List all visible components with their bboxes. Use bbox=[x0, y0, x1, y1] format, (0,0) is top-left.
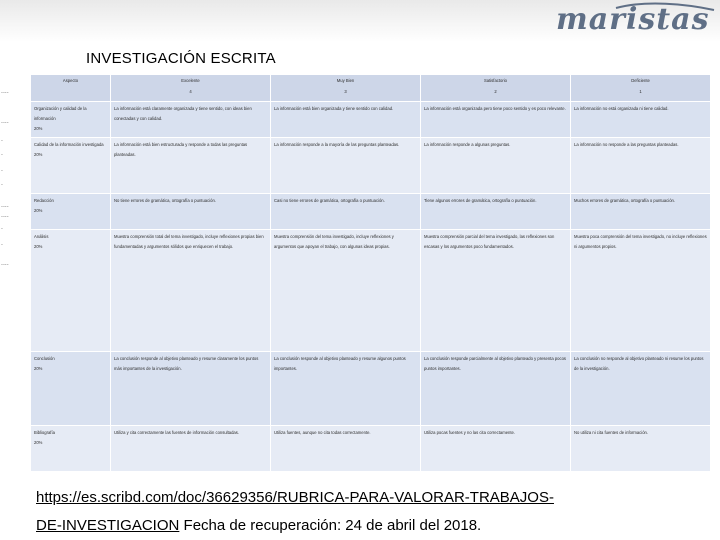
retrieval-date: Fecha de recuperación: 24 de abril del 2018. bbox=[179, 517, 482, 534]
table-row bbox=[31, 230, 711, 352]
source-link-part2: DE-INVESTIGACION bbox=[36, 517, 180, 534]
aspect-cell: Calidad de la información investigada 20% bbox=[31, 138, 111, 194]
table-cell: Utiliza fuentes, aunque no cita todas correctamente. bbox=[271, 426, 421, 472]
rubric-table bbox=[30, 74, 711, 472]
column-header: Muy Bien 3 bbox=[271, 75, 421, 102]
table-cell: Muestra poca comprensión del tema investigado, no incluye reflexiones ni argumentos propios. bbox=[571, 230, 711, 352]
table-cell: La información responde a la mayoría de las preguntas planteadas. bbox=[271, 138, 421, 194]
table-cell: La información no responde a las preguntas planteadas. bbox=[571, 138, 711, 194]
table-cell: Muestra comprensión total del tema investigado, incluye reflexiones propias bien fundamentadas y argumentos sólidos que enriquecen el trabajo. bbox=[111, 230, 271, 352]
table-cell: No tiene errores de gramática, ortografía o puntuación. bbox=[111, 194, 271, 230]
maristas-logo bbox=[556, 2, 716, 42]
table-row bbox=[31, 102, 711, 138]
page-title: INVESTIGACIÓN ESCRITA bbox=[86, 50, 276, 67]
aspect-cell: Conclusión 20% bbox=[31, 352, 111, 426]
table-cell: La conclusión responde al objetivo planteado y resume claramente los puntos más importantes de la investigación. bbox=[111, 352, 271, 426]
table-cell: Muestra comprensión parcial del tema investigado, las reflexiones son escasas y los argumentos poco fundamentados. bbox=[421, 230, 571, 352]
aspect-cell: Análisis 20% bbox=[31, 230, 111, 352]
table-cell: No utiliza ni cita fuentes de información. bbox=[571, 426, 711, 472]
table-cell: La conclusión responde al objetivo planteado y resume algunos puntos importantes. bbox=[271, 352, 421, 426]
table-cell: La conclusión responde parcialmente al objetivo planteado y presenta pocos puntos importantes. bbox=[421, 352, 571, 426]
table-cell: Utiliza y cita correctamente las fuentes de información consultadas. bbox=[111, 426, 271, 472]
side-marks: .... .... . . . . .... .... . . .... bbox=[1, 88, 9, 267]
table-cell: Muchos errores de gramática, ortografía o puntuación. bbox=[571, 194, 711, 230]
column-header: Deficiente 1 bbox=[571, 75, 711, 102]
aspect-cell: Bibliografía 20% bbox=[31, 426, 111, 472]
aspect-cell: Organización y calidad de la información 20% bbox=[31, 102, 111, 138]
table-cell: Muestra comprensión del tema investigado, incluye reflexiones y argumentos que apoyan el trabajo, con algunas ideas propias. bbox=[271, 230, 421, 352]
table-row bbox=[31, 426, 711, 472]
table-cell: La información responde a algunas preguntas. bbox=[421, 138, 571, 194]
column-header: Satisfactorio 2 bbox=[421, 75, 571, 102]
table-cell: La conclusión no responde al objetivo planteado ni resume los puntos de la investigación. bbox=[571, 352, 711, 426]
table-cell: Casi no tiene errores de gramática, ortografía o puntuación. bbox=[271, 194, 421, 230]
table-header-row bbox=[31, 75, 711, 102]
table-row bbox=[31, 194, 711, 230]
table-row bbox=[31, 138, 711, 194]
aspect-cell: Redacción 20% bbox=[31, 194, 111, 230]
table-cell: Utiliza pocas fuentes y no las cita correctamente. bbox=[421, 426, 571, 472]
table-cell: La información no está organizada ni tiene calidad. bbox=[571, 102, 711, 138]
table-cell: La información está claramente organizada y tiene sentido, con ideas bien conectadas y con calidad. bbox=[111, 102, 271, 138]
source-link-part1: https://es.scribd.com/doc/36629356/RUBRICA-PARA-VALORAR-TRABAJOS- bbox=[36, 489, 554, 506]
logo-text: maristas bbox=[556, 2, 710, 37]
column-header: Excelente 4 bbox=[111, 75, 271, 102]
table-cell: La información está bien organizada y tiene sentido con calidad. bbox=[271, 102, 421, 138]
column-header: Aspecto bbox=[31, 75, 111, 102]
table-cell: La información está bien estructurada y responde a todas las preguntas planteadas. bbox=[111, 138, 271, 194]
table-cell: La información está organizada pero tiene poco sentido y es poco relevante. bbox=[421, 102, 571, 138]
source-citation bbox=[36, 484, 696, 540]
table-row bbox=[31, 352, 711, 426]
table-cell: Tiene algunos errores de gramática, ortografía o puntuación. bbox=[421, 194, 571, 230]
